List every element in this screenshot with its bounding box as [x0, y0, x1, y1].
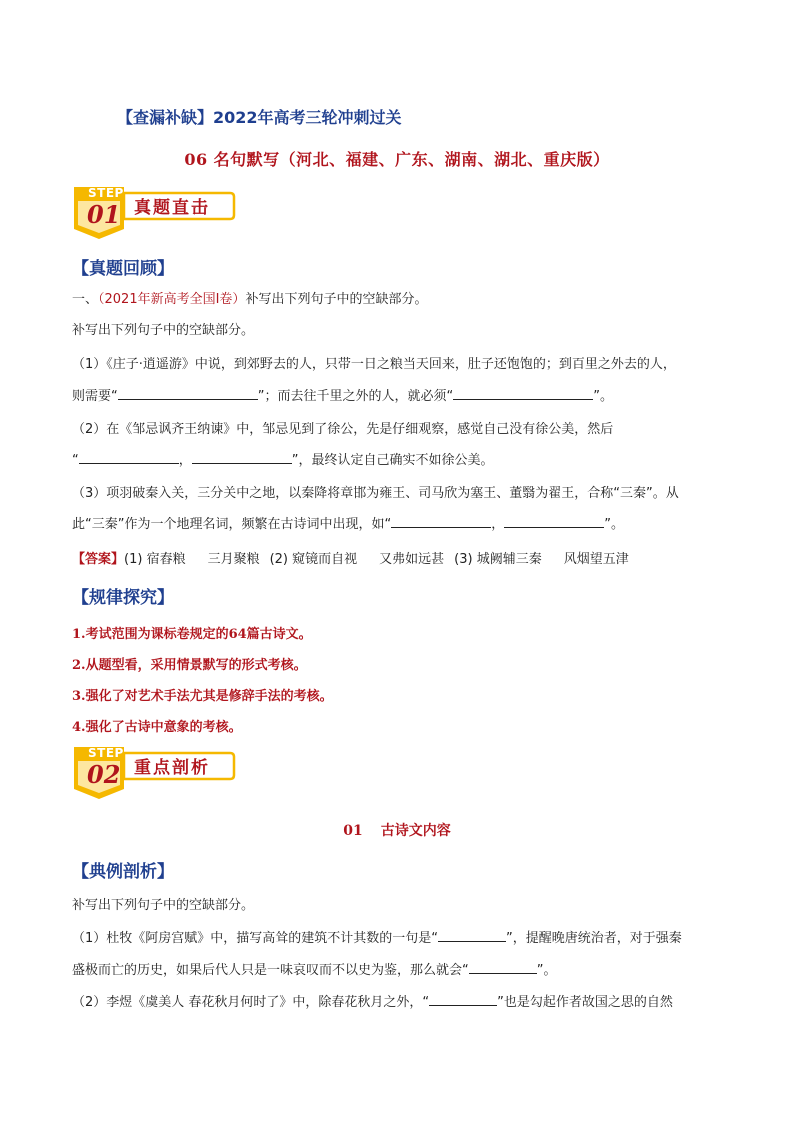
q3-line1: （3）项羽破秦入关，三分关中之地，以秦降将章邯为雍王、司马欣为塞王、董翳为翟王，合称“三秦”。从: [72, 486, 679, 501]
review-prefix: 一、: [72, 292, 99, 307]
q1-text-a: 则需要“: [72, 389, 118, 404]
section-heading-example: 【典例剖析】: [72, 862, 174, 882]
q1-line2: [72, 387, 732, 406]
example-q1-text-b: ”，提醒晚唐统治者，对于强秦: [506, 931, 682, 946]
example-q1-text-d: ”。: [536, 963, 557, 978]
answer-line: [72, 548, 629, 567]
source-label: （2021年新高考全国I卷）: [98, 292, 246, 307]
example-q1-text-a: （1）杜牧《阿房宫赋》中，描写高耸的建筑不计其数的一句是“: [72, 931, 439, 946]
fill-blank: [453, 387, 593, 400]
q1-text-c: ”。: [593, 389, 613, 404]
pattern-item: 2.从题型看，采用情景默写的形式考核。: [72, 658, 307, 673]
answer-item: 又弗如远甚: [379, 552, 445, 567]
step-02-badge: [72, 745, 247, 801]
q2-line2: [72, 451, 732, 470]
q2-text-a: “: [72, 453, 79, 468]
header-title: 【查漏补缺】2022年高考三轮冲刺过关: [117, 108, 402, 127]
step-number: 02: [87, 760, 121, 789]
fill-blank: [504, 515, 604, 528]
step-label: 真题直击: [134, 198, 210, 218]
step-01-badge: [72, 185, 247, 241]
fill-blank: [192, 451, 292, 464]
q3-line2: [72, 515, 732, 534]
example-q2-text-a: （2）李煜《虞美人 春花秋月何时了》中，除春花秋月之外，“: [72, 995, 430, 1010]
q3-text-a: 此“三秦”作为一个地理名词，频繁在古诗词中出现，如“: [72, 517, 392, 532]
example-q1-line2: [72, 961, 732, 980]
answer-item: 三月聚粮: [207, 552, 260, 567]
step-number: 01: [87, 200, 121, 229]
answer-item: (2) 窥镜而自视: [269, 552, 358, 567]
step-label: 重点剖析: [134, 758, 210, 778]
example-q1-text-c: 盛极而亡的历史，如果后代人只是一味哀叹而不以史为鉴，那么就会“: [72, 963, 469, 978]
q1-text-b: ”；而去往千里之外的人，就必须“: [257, 389, 454, 404]
fill-blank: [469, 961, 537, 974]
fill-blank: [429, 993, 497, 1006]
example-q1-line1: [72, 929, 732, 948]
step-word: STEP: [88, 746, 124, 760]
q2-line1: （2）在《邹忌讽齐王纳谏》中，邹忌见到了徐公，先是仔细观察，感觉自己没有徐公美，然后: [72, 422, 614, 437]
example-intro: 补写出下列句子中的空缺部分。: [72, 898, 255, 913]
pattern-item: 4.强化了古诗中意象的考核。: [72, 720, 242, 735]
answer-item: (3) 城阙辅三秦: [454, 552, 542, 567]
answer-item: (1) 宿舂粮: [124, 552, 186, 567]
q3-text-b: ，: [491, 517, 505, 532]
answer-item: 风烟望五津: [563, 552, 629, 567]
pattern-item: 3.强化了对艺术手法尤其是修辞手法的考核。: [72, 689, 333, 704]
example-q2-text-b: ”也是勾起作者故国之思的自然: [497, 995, 673, 1010]
pattern-item: 1.考试范围为课标卷规定的64篇古诗文。: [72, 627, 312, 642]
subsection-label: 古诗文内容: [380, 823, 451, 839]
example-q2-line1: [72, 993, 732, 1012]
q1-line1: （1）《庄子·逍遥游》中说，到郊野去的人，只带一日之粮当天回来，肚子还饱饱的；到百里之外去的人，: [72, 357, 676, 372]
subsection-number: 01: [343, 823, 363, 839]
review-intro: [72, 291, 732, 309]
fill-blank: [118, 387, 258, 400]
answer-tag: 【答案】: [72, 552, 125, 567]
section-heading-review: 【真题回顾】: [72, 259, 174, 279]
section-heading-pattern: 【规律探究】: [72, 588, 174, 608]
q3-text-c: ”。: [604, 517, 624, 532]
document-title: 06 名句默写（河北、福建、广东、湖南、湖北、重庆版）: [184, 150, 610, 169]
fill-blank: [79, 451, 179, 464]
review-intro-tail: 补写出下列句子中的空缺部分。: [245, 292, 428, 307]
step-word: STEP: [88, 186, 124, 200]
q2-text-b: ，: [178, 453, 192, 468]
q2-text-c: ”，最终认定自己确实不如徐公美。: [291, 453, 494, 468]
fill-blank: [391, 515, 491, 528]
review-line2: 补写出下列句子中的空缺部分。: [72, 323, 255, 338]
fill-blank: [438, 929, 506, 942]
subsection-title: [0, 820, 794, 840]
